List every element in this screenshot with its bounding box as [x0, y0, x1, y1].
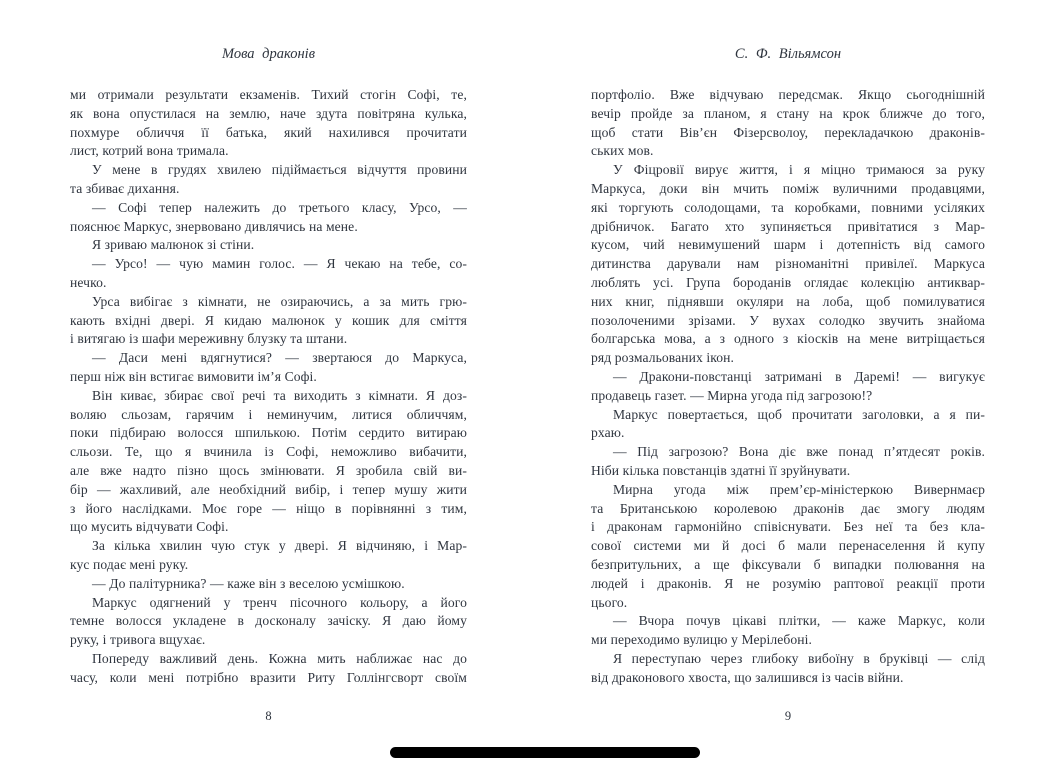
text-line: продавець газет. — Мирна угода під загрозою!?	[591, 387, 873, 403]
text-line: болгарська мова, а з одного з кіосків на мене витріщається	[591, 331, 985, 347]
text-line: які торгують солодощами, та коробками, повними усіляких	[591, 199, 985, 215]
text-line: — Софі тепер належить до третього класу, Урсо, —	[92, 199, 467, 215]
text-line: ми отримали результати екзаменів. Тихий стогін Софі, те,	[70, 87, 467, 102]
text-line: щоб стати Вів’єн Фізерсволоу, перекладачкою драконів-	[591, 124, 985, 140]
text-line: ряд розмальованих ікон.	[591, 350, 735, 366]
page-left	[70, 46, 467, 723]
text-line: сльози. Те, що я вчинила із Софі, неможливо вибачити,	[70, 444, 467, 460]
text-line: але вже надто пізно щось змінювати. Я зробила свій ви-	[70, 462, 467, 478]
text-line: У мене в грудях хвилею підіймається відчуття провини	[92, 162, 467, 178]
text-line: Маркуса, доки він мчить поміж вуличними продавцями,	[591, 180, 985, 196]
text-line: них книг, піднявши окуляри на лоба, щоб помилуватися	[591, 293, 985, 309]
running-header-author-name: С. Ф. Вільямсон	[734, 46, 842, 62]
text-line: дитинства дарували нам різноманітні привілеї. Маркуса	[591, 256, 985, 272]
text-line: що мусить відчувати Софі.	[70, 519, 229, 535]
text-line: темне волосся укладене в досконалу зачіску. Я даю йому	[70, 613, 467, 629]
text-line: Мирна угода між прем’єр-міністеркою Вивернмаєр	[613, 481, 985, 497]
text-line: руку, і тривога вщухає.	[70, 632, 206, 648]
text-line: похмуре обличчя її батька, який нахилився прочитати	[70, 124, 467, 140]
text-line: кусом, чий невимушений шарм і дотепність від самого	[591, 237, 985, 253]
text-line: — Вчора почув цікаві плітки, — каже Маркус, коли	[613, 613, 985, 629]
text-line: нечко.	[70, 274, 107, 290]
text-line: дрібничок. Багато хто зупиняється привітатися з Мар-	[591, 218, 985, 234]
text-line: Я зриваю малюнок зі стіни.	[92, 237, 255, 253]
text-line: портфоліо. Вже відчуваю передсмак. Якщо сьогоднішній	[591, 87, 985, 102]
running-header-book-title: Мова драконів	[221, 46, 316, 62]
text-line: Урса вибігає з кімнати, не озираючись, а за мить грю-	[92, 293, 467, 309]
home-indicator-bar	[390, 747, 700, 758]
page-number-left: 8	[265, 708, 272, 723]
text-line: — Дракони-повстанці затримані в Даремі! — вигукує	[613, 368, 985, 384]
text-line: Маркус одягнений у тренч пісочного кольору, а його	[92, 594, 467, 610]
text-line: Ніби кілька повстанців здатні її зруйнувати.	[591, 462, 851, 478]
text-line: кус подає мені руку.	[70, 556, 189, 572]
text-line: позолоченими зрізами. У вухах солодко звучить знайома	[591, 312, 985, 328]
text-line: і драконам гармонійно співіснувати. Без неї та без кла-	[591, 519, 985, 535]
page-right-body	[591, 86, 985, 688]
text-line: ми переходимо вулицю у Мерілебоні.	[591, 632, 813, 648]
text-line: вечір пройде за планом, я стану на крок ближче до того,	[591, 105, 985, 121]
text-line: Він киває, збирає свої речі та виходить з кімнати. Я доз-	[92, 387, 467, 403]
text-line: як вона опустилася на землю, наче здута повітряна кулька,	[70, 105, 467, 121]
text-line: лист, котрий вона тримала.	[70, 143, 229, 159]
page-right	[591, 46, 985, 723]
text-line: сової системи ми й досі б мали перенаселення й купу	[591, 538, 985, 554]
text-line: часу, коли мені потрібно вразити Риту Голлінгсворт своїм	[70, 669, 467, 685]
text-line: людей і драконів. Я не розумію раптової реакції проти	[591, 575, 985, 591]
text-line: та Британською королевою драконів дає змогу людям	[591, 500, 985, 516]
text-line: цього.	[591, 594, 628, 610]
text-line: — Під загрозою? Вона діє вже понад п’ятдесят років.	[613, 444, 985, 460]
text-line: Попереду важливий день. Кожна мить наближає нас до	[92, 650, 467, 666]
text-line: — Урсо! — чую мамин голос. — Я чекаю на тебе, со-	[92, 256, 467, 272]
text-line: бір — жахливий, але необхідний вибір, і тепер мушу жити	[70, 481, 467, 497]
page-number-right: 9	[784, 708, 792, 723]
text-line: з його наслідками. Моє горе — ніщо в порівнянні з тим,	[70, 500, 467, 516]
text-line: і витягаю із шафи мереживну блузку та штани.	[70, 331, 348, 347]
text-line: поки підбираю волосся шпилькою. Потім сердито витираю	[70, 425, 467, 441]
text-line: воляю сльозам, гарячим і неминучим, литися обличчям,	[70, 406, 467, 422]
text-line: Маркус повертається, щоб прочитати заголовки, а я пи-	[613, 406, 985, 422]
text-line: — До палітурника? — каже він з веселою усмішкою.	[92, 575, 405, 591]
text-line: люблять усі. Група бороданів оглядає колекцію антиквар-	[591, 274, 985, 290]
text-line: У Фіцровії вирує життя, і я міцно тримаюся за руку	[613, 162, 985, 178]
text-line: та збиває дихання.	[70, 180, 180, 196]
text-line: безпритульних, а ще фіксували б випадки полювання на	[591, 556, 985, 572]
text-line: — Даси мені вдягнутися? — звертаюся до Маркуса,	[92, 350, 467, 366]
text-line: рхаю.	[591, 425, 625, 441]
text-line: пояснює Маркус, знервовано дивлячись на мене.	[70, 218, 358, 234]
text-line: від драконового хвоста, що залишився із часів війни.	[591, 669, 904, 685]
text-line: ських мов.	[591, 143, 654, 159]
page-left-body	[70, 86, 467, 688]
text-line: За кілька хвилин чую стук у двері. Я відчиняю, і Мар-	[92, 538, 467, 554]
text-line: Я переступаю через глибоку вибоїну в бруківці — слід	[613, 650, 985, 666]
text-line: кають вхідні двері. Я кидаю малюнок у кошик для сміття	[70, 312, 467, 328]
text-line: перш ніж він встигає вимовити ім’я Софі.	[70, 368, 317, 384]
